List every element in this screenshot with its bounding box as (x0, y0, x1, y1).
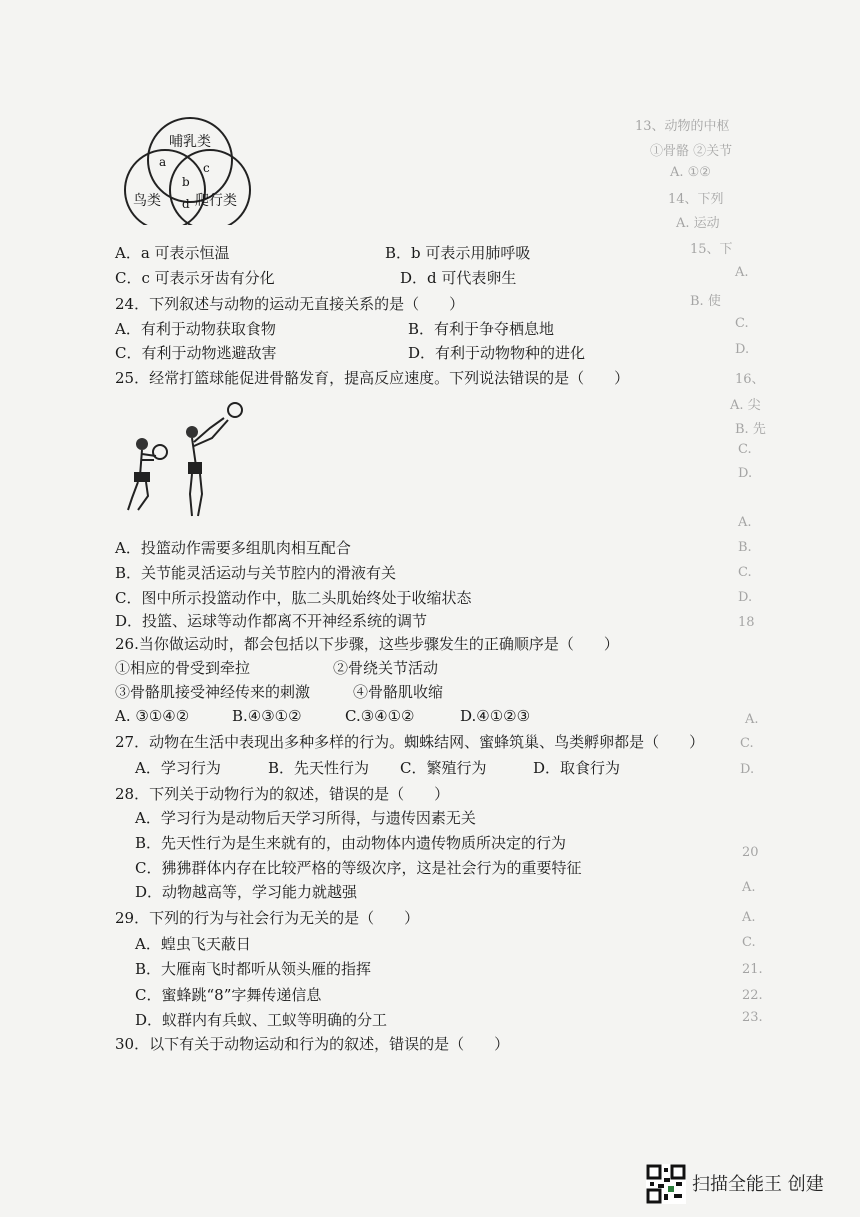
q27-option-b: B．先天性行为 (268, 759, 370, 777)
watermark-label: 扫描全能王 创建 (692, 1174, 824, 1195)
bleed-line: D. (738, 466, 753, 481)
q27-option-c: C．繁殖行为 (400, 759, 487, 777)
bleed-line: 22. (742, 988, 763, 1003)
bleed-line: B. (738, 540, 752, 555)
q28-option-c: C．狒狒群体内存在比较严格的等级次序，这是社会行为的重要特征 (135, 859, 582, 877)
bleed-line: 16、 (735, 372, 765, 387)
bleed-line: B. 先 (735, 422, 766, 437)
q24-option-a: A．有利于动物获取食物 (115, 320, 276, 338)
q30-stem: 30．以下有关于动物运动和行为的叙述，错误的是（ ） (115, 1035, 510, 1053)
q23-option-d: D．d 可代表卵生 (400, 269, 517, 287)
venn-reptile-label: 爬行类 (195, 193, 237, 209)
q25-option-c: C．图中所示投篮动作中，肱二头肌始终处于收缩状态 (115, 589, 472, 607)
q23-option-b: B．b 可表示用肺呼吸 (385, 244, 531, 262)
q26-option-c: C.③④①② (345, 707, 415, 725)
bleed-line: C. (735, 316, 749, 331)
q26-stem: 26.当你做运动时，都会包括以下步骤，这些步骤发生的正确顺序是（ ） (115, 635, 619, 653)
venn-region-d: d (182, 197, 190, 211)
bleed-line: 18 (738, 615, 755, 630)
bleed-line: 14、下列 (668, 192, 724, 207)
bleed-line: A. (735, 265, 749, 280)
q25-option-b: B．关节能灵活运动与关节腔内的滑液有关 (115, 564, 397, 582)
bleed-line: 20 (742, 845, 759, 860)
q24-stem: 24．下列叙述与动物的运动无直接关系的是（ ） (115, 295, 465, 313)
q25-stem: 25．经常打篮球能促进骨骼发育，提高反应速度。下列说法错误的是（ ） (115, 369, 630, 387)
q26-step-3: ③骨骼肌接受神经传来的刺激 (115, 683, 311, 701)
q24-option-b: B．有利于争夺栖息地 (408, 320, 555, 338)
q26-step-4: ④骨骼肌收缩 (353, 683, 444, 701)
bleed-line: D. (740, 762, 755, 777)
q27-option-a: A．学习行为 (135, 759, 221, 777)
bleed-line: C. (742, 935, 756, 950)
q29-option-b: B．大雁南飞时都听从领头雁的指挥 (135, 960, 372, 978)
bleed-line: C. (738, 442, 752, 457)
basketball-players-illustration (120, 398, 250, 523)
q29-option-d: D．蚁群内有兵蚁、工蚁等明确的分工 (135, 1011, 388, 1029)
q26-option-d: D.④①②③ (460, 707, 531, 725)
q27-option-d: D．取食行为 (533, 759, 621, 777)
bleed-line: 23. (742, 1010, 763, 1025)
venn-region-a: a (159, 155, 167, 169)
bleed-line: ①骨骼 ②关节 (650, 144, 733, 159)
bleed-line: D. (735, 342, 750, 357)
bleed-line: A. 运动 (676, 216, 720, 231)
venn-mammal-label: 哺乳类 (169, 134, 211, 150)
q24-option-c: C．有利于动物逃避敌害 (115, 344, 277, 362)
bleed-line: 15、下 (690, 242, 733, 257)
q28-option-a: A．学习行为是动物后天学习所得，与遗传因素无关 (135, 809, 476, 827)
bleed-line: 21. (742, 962, 763, 977)
q27-stem: 27．动物在生活中表现出多种多样的行为。蜘蛛结网、蜜蜂筑巢、鸟类孵卵都是（ ） (115, 733, 705, 751)
bleed-line: A. (742, 910, 756, 925)
q28-option-b: B．先天性行为是生来就有的，由动物体内遗传物质所决定的行为 (135, 834, 567, 852)
q24-option-d: D．有利于动物物种的进化 (408, 344, 586, 362)
bleed-line: 13、动物的中枢 (635, 119, 730, 134)
venn-bird-label: 鸟类 (133, 193, 161, 209)
q28-stem: 28．下列关于动物行为的叙述，错误的是（ ） (115, 785, 450, 803)
q29-stem: 29．下列的行为与社会行为无关的是（ ） (115, 909, 420, 927)
q25-option-a: A．投篮动作需要多组肌肉相互配合 (115, 539, 351, 557)
q23-option-c: C．c 可表示牙齿有分化 (115, 269, 275, 287)
bleed-line: D. (738, 590, 753, 605)
bleed-line: B. 使 (690, 294, 721, 309)
venn-region-c: c (203, 161, 210, 175)
bleed-line: A. ①② (670, 165, 711, 180)
q26-option-a: A. ③①④② (115, 707, 190, 725)
bleed-line: A. 尖 (730, 398, 761, 413)
venn-diagram (115, 110, 265, 225)
q26-step-1: ①相应的骨受到牵拉 (115, 659, 251, 677)
bleed-line: A. (738, 515, 752, 530)
bleed-line: C. (738, 565, 752, 580)
q23-option-a: A．a 可表示恒温 (115, 244, 230, 262)
qr-code-icon (646, 1164, 686, 1204)
bleed-line: C. (740, 736, 754, 751)
q28-option-d: D．动物越高等，学习能力就越强 (135, 883, 358, 901)
bleed-line: A. (745, 712, 759, 727)
q29-option-c: C．蜜蜂跳“8”字舞传递信息 (135, 986, 322, 1004)
venn-region-b: b (182, 175, 190, 189)
q26-step-2: ②骨绕关节活动 (333, 659, 439, 677)
bleed-line: A. (742, 880, 756, 895)
q29-option-a: A．蝗虫飞天蔽日 (135, 935, 251, 953)
q26-option-b: B.④③①② (232, 707, 302, 725)
q25-option-d: D．投篮、运球等动作都离不开神经系统的调节 (115, 612, 428, 630)
